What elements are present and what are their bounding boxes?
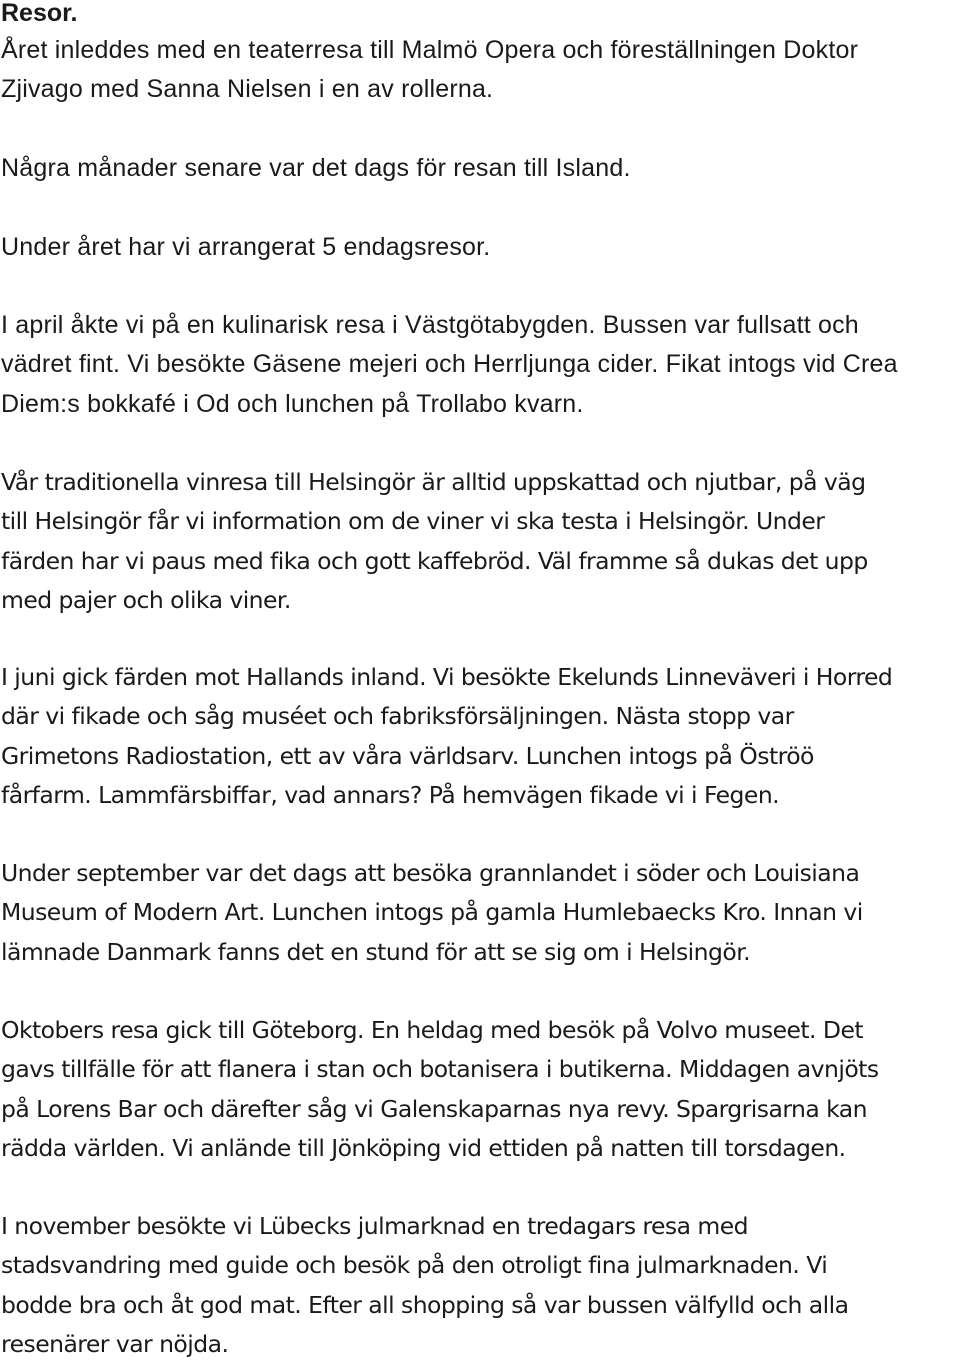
paragraph-september-trip — [1, 854, 863, 972]
paragraph-day-trips — [1, 228, 490, 267]
paragraph-october-trip — [1, 1011, 879, 1168]
document-heading: Resor. — [1, 0, 78, 27]
paragraph-wine-trip — [1, 463, 868, 620]
text-line: Under september var det dags att besöka grannlandet i söder och Louisiana — [1, 859, 860, 887]
text-line: Några månader senare var det dags för resan till Island. — [1, 154, 631, 182]
text-line: Oktobers resa gick till Göteborg. En heldag med besök på Volvo museet. Det — [1, 1016, 864, 1044]
text-line: lämnade Danmark fanns det en stund för att se sig om i Helsingör. — [1, 937, 751, 966]
paragraph-iceland-trip — [1, 149, 631, 188]
text-line: rädda världen. Vi anlände till Jönköping vid ettiden på natten till torsdagen. — [1, 1133, 846, 1162]
text-line: där vi fikade och såg muséet och fabriksförsäljningen. Nästa stopp var — [1, 702, 794, 731]
paragraph-june-trip — [1, 658, 892, 815]
text-line: Zjivago med Sanna Nielsen i en av rollerna. — [1, 75, 494, 104]
text-line: Året inleddes med en teaterresa till Malmö Opera och föreställningen Doktor — [1, 36, 859, 64]
text-line: bodde bra och åt god mat. Efter all shopping så var bussen välfylld och alla — [1, 1290, 849, 1319]
paragraph-april-trip — [1, 306, 898, 424]
text-line: till Helsingör får vi information om de viner vi ska testa i Helsingör. Under — [1, 507, 825, 536]
text-line: färden har vi paus med fika och gott kaffebröd. Väl framme så dukas det upp — [1, 546, 868, 575]
text-line: resenärer var nöjda. — [1, 1329, 229, 1358]
text-line: på Lorens Bar och därefter såg vi Galenskaparnas nya revy. Spargrisarna kan — [1, 1094, 867, 1123]
text-line: I juni gick färden mot Hallands inland. Vi besökte Ekelunds Linneväveri i Horred — [1, 663, 893, 691]
text-line: Vår traditionella vinresa till Helsingör är alltid uppskattad och njutbar, på väg — [1, 468, 866, 496]
text-line: stadsvandring med guide och besök på den otroligt fina julmarknaden. Vi — [1, 1251, 828, 1280]
paragraph-november-trip — [1, 1207, 848, 1364]
text-line: I april åkte vi på en kulinarisk resa i Västgötabygden. Bussen var fullsatt och — [1, 311, 859, 339]
paragraph-opera-trip — [1, 31, 858, 110]
text-line: Under året har vi arrangerat 5 endagsresor. — [1, 233, 491, 261]
text-line: Diem:s bokkafé i Od och lunchen på Trollabo kvarn. — [1, 389, 584, 418]
text-line: I november besökte vi Lübecks julmarknad en tredagars resa med — [1, 1212, 749, 1240]
text-line: med pajer och olika viner. — [1, 585, 291, 614]
text-line: Grimetons Radiostation, ett av våra världsarv. Lunchen intogs på Öströö — [1, 741, 814, 770]
text-line: gavs tillfälle för att flanera i stan och botanisera i butikerna. Middagen avnjöts — [1, 1055, 879, 1084]
text-line: Museum of Modern Art. Lunchen intogs på gamla Humlebaecks Kro. Innan vi — [1, 898, 863, 927]
text-line: vädret fint. Vi besökte Gäsene mejeri och Herrljunga cider. Fikat intogs vid Crea — [1, 350, 898, 379]
text-line: fårfarm. Lammfärsbiffar, vad annars? På hemvägen fikade vi i Fegen. — [1, 780, 780, 809]
